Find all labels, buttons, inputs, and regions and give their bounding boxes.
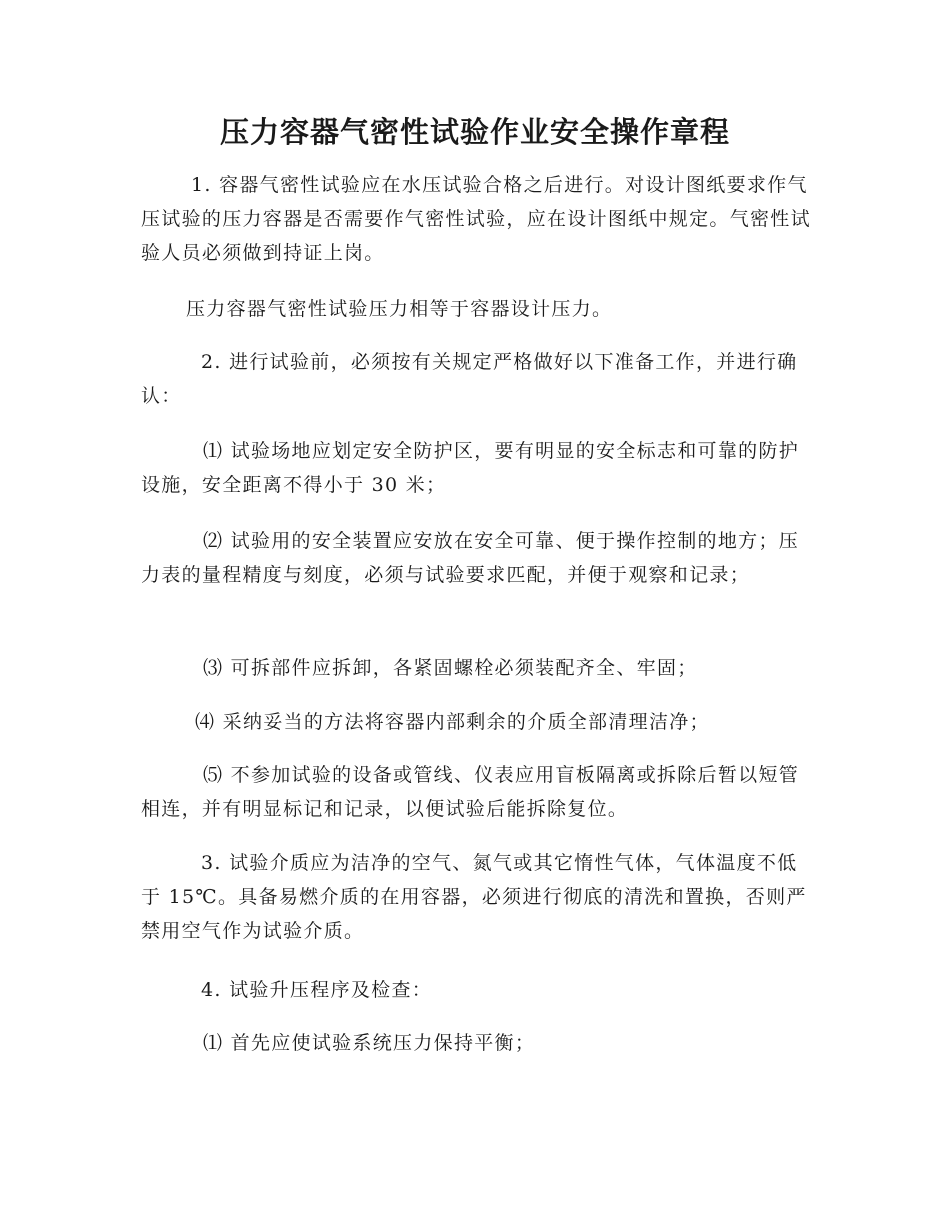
paragraph-11: ⑴ 首先应使试验系统压力保持平衡；: [203, 1032, 536, 1054]
paragraph-6: ⑶ 可拆部件应拆卸，各紧固螺栓必须装配齐全、牢固；: [203, 657, 698, 679]
paragraph-2: 压力容器气密性试验压力相等于容器设计压力。: [186, 298, 613, 320]
paragraph-4: ⑴ 试验场地应划定安全防护区，要有明显的安全标志和可靠的防护设施，安全距离不得小于 30 米；: [141, 440, 800, 496]
paragraph-7: ⑷ 采纳妥当的方法将容器内部剩余的介质全部清理洁净；: [195, 711, 710, 733]
paragraph-9: 3. 试验介质应为洁净的空气、氮气或其它惰性气体，气体温度不低于 15℃。具备易燃介质的在用容器，必须进行彻底的清洗和置换，否则严禁用空气作为试验介质。: [141, 852, 807, 942]
paragraph-10: 4. 试验升压程序及检查：: [201, 979, 433, 1001]
paragraph-3: 2. 进行试验前，必须按有关规定严格做好以下准备工作，并进行确认：: [141, 351, 798, 407]
document-title: 压力容器气密性试验作业安全操作章程: [219, 115, 730, 149]
paragraph-5: ⑵ 试验用的安全装置应安放在安全可靠、便于操作控制的地方；压力表的量程精度与刻度，必须与试验要求匹配，并便于观察和记录；: [141, 530, 800, 586]
paragraph-1: 1. 容器气密性试验应在水压试验合格之后进行。对设计图纸要求作气压试验的压力容器是否需要作气密性试验，应在设计图纸中规定。气密性试验人员必须做到持证上岗。: [141, 174, 811, 264]
paragraph-8: ⑸ 不参加试验的设备或管线、仪表应用盲板隔离或拆除后暂以短管相连，并有明显标记和记录，以便试验后能拆除复位。: [141, 764, 800, 820]
